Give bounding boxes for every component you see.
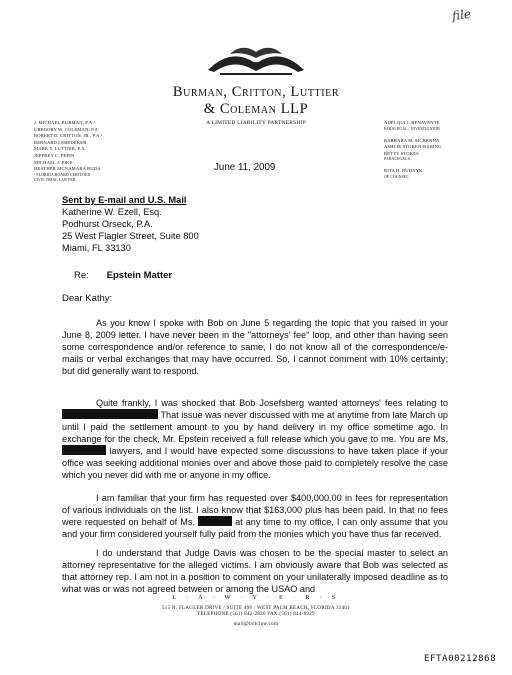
partner-name: ROBERT D. CRITTON, JR., P.A.¹ [34,133,103,139]
body-paragraph: As you know I spoke with Bob on June 5 regarding the topic that you raised in your June 8, 2009 letter. I have never been in the "attorneys' fee" loop, and other than having seen some correspondence and/or reference to same, I do not know all of the correspondence/e-mails or verbal exchanges that may have occurred. So, I cannot comment with 10% certainty; but did generally want to respond. [62,318,448,377]
subject-line [74,270,172,281]
staff-name: RITA H. BUDNYK [384,168,423,174]
body-paragraph [62,397,448,481]
firm-logo-icon [200,40,312,80]
firm-name [140,84,372,118]
partner-name: GREGORY W. COLEMAN, P.A. [34,126,100,132]
redaction-block [198,516,232,526]
address-line: Miami, FL 33130 [62,243,131,253]
footer-email: mail@bclclaw.com [233,621,279,627]
bates-number: EFTA00212868 [424,654,497,664]
subject-label: Re: [74,270,89,281]
staff-name: BETTY STOKES [384,150,419,156]
body-paragraph: I do understand that Judge Davis was chosen to be the special master to select an attorney representative for the alleged victims. I am obviously aware that Bob was selected as that attorney rep. I am not in a position to comment on your unilaterally imposed deadline as to what was or was not agreed between or among the USAO and [62,548,448,595]
partner-name: J. MICHAEL BURMAN, P.A.¹ [34,120,96,125]
certification-note: CIVIL TRIAL LAWYER [34,177,76,182]
partner-name: MICHAEL J. PIKE [34,159,73,165]
staff-list [384,120,484,180]
recipient-address [62,194,322,254]
redaction-block [62,409,158,419]
body-paragraph [62,492,448,540]
subject-text: Epstein Matter [106,270,173,281]
address-line: Katherine W. Ezell, Esq. [62,207,162,217]
letter-date: June 11, 2009 [214,162,276,173]
redaction-block [62,445,106,455]
partner-name: BERNARD LEBEDEKER [34,139,87,145]
partner-list [34,120,144,183]
staff-name: BARBARA M. MCKENNA [384,137,440,143]
footer-address: 515 N. FLAGLER DRIVE / SUITE 400 / WEST PALM BEACH, FLORIDA 33401 [161,606,351,611]
footer-lawyers: L · A · W · Y · E · R · S [172,594,340,601]
staff-name: ASHLIE STOKEN-BARING [384,144,442,150]
paragraph-text: That issue was never discussed with me at anytime from late March up until I paid the settlement amount to you by hand delivery in my office sometime ago. In exchange for the check, Mr. Epstein received a full release which you gave to me. You are Ms. [62,410,448,445]
partner-name: MARK T. LUTTIER, P.A. [34,146,86,152]
footer-phone: TELEPHONE (561) 842-2820 FAX (561) 844-6929 [197,612,315,617]
staff-title: PARALEGALS [384,157,410,162]
entity-note: A LIMITED LIABILITY PARTNERSHIP [206,120,306,126]
letterhead-footer [100,594,412,627]
handwritten-file-note: file [451,6,472,24]
salutation: Dear Kathy: [62,293,113,304]
paragraph-text: lawyers, and I would have expected some discussions to have taken place if your office was seeking additional monies over and above those paid to completely resolve the case which you never did with me or anyone in my office. [62,446,448,481]
paragraph-text: Quite frankly, I was shocked that Bob Josefsberg wanted attorneys' fees relating to [96,398,448,408]
firm-name-line1: Burman, Critton, Luttier [172,84,340,100]
paragraph-text: I am familiar that your firm has requested over $400,000.00 in fees for representation of various individuals on the list. I also know that $163,000 plus has been paid. In that no fees were requested on behalf of Ms. [62,493,448,528]
partner-name: JEFFREY C. PEPIN [34,152,75,158]
address-line: Podhurst Orseck, P.A. [62,219,153,229]
staff-title: PARALEGAL / INVESTIGATOR [384,126,440,131]
staff-title: OF COUNSEL [384,174,409,179]
firm-name-line2: & Coleman LLP [203,101,309,117]
partner-name: HEATHER MCNAMARA RUDA [34,166,101,172]
certification-note: ¹ FLORIDA BOARD CERTIFIED [34,172,91,177]
address-line: 25 West Flagler Street, Suite 800 [62,231,199,241]
delivery-method: Sent by E-mail and U.S. Mail [62,195,187,205]
staff-name: ADELQUI J. BENAVENTE [384,120,440,125]
paragraph-text: at any time to my office, I can only assume that you and your firm considered yourself fully paid from the monies which you have thus far received. [62,517,448,540]
